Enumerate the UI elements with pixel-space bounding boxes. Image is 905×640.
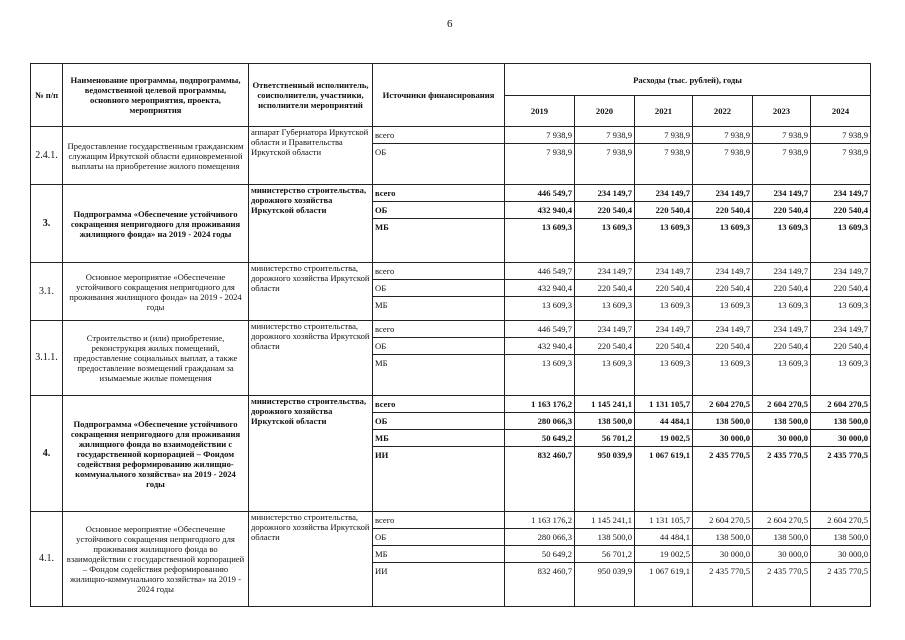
year-values — [505, 396, 575, 512]
amount-cell: 2 604 270,5 — [709, 515, 750, 525]
amount-cell: 220 540,4 — [753, 279, 810, 296]
row-sources — [373, 185, 505, 263]
page-number: 6 — [447, 18, 453, 30]
row-number: 3.1.1. — [31, 321, 63, 396]
amount-cell: 13 609,3 — [753, 354, 810, 371]
header-year: 2022 — [693, 96, 753, 127]
amount-cell: 13 609,3 — [693, 354, 752, 371]
row-number: 4. — [31, 396, 63, 512]
year-values — [575, 263, 635, 321]
year-values — [505, 263, 575, 321]
amount-cell: 220 540,4 — [811, 201, 870, 218]
year-values — [635, 263, 693, 321]
source-label: МБ — [373, 354, 504, 371]
amount-cell: 446 549,7 — [537, 266, 572, 276]
amount-cell: 220 540,4 — [753, 337, 810, 354]
financing-table — [30, 63, 871, 607]
row-name: Основное мероприятие «Обеспечение устойчивого сокращения непригодного для проживания жилищного фонда» на 2019 - 2024 годы — [63, 263, 249, 321]
amount-cell: 446 549,7 — [537, 324, 572, 334]
amount-cell: 832 460,7 — [505, 446, 574, 463]
year-values — [811, 263, 871, 321]
amount-cell: 13 609,3 — [753, 296, 810, 313]
amount-cell: 220 540,4 — [575, 337, 634, 354]
year-values — [575, 321, 635, 396]
row-sources — [373, 512, 505, 607]
amount-cell: 2 435 770,5 — [811, 446, 870, 463]
source-label: всего — [375, 515, 395, 525]
row-responsible: министерство строительства, дорожного хозяйства Иркутской области — [249, 185, 373, 263]
amount-cell: 2 604 270,5 — [767, 399, 808, 409]
amount-cell: 220 540,4 — [635, 279, 692, 296]
amount-cell: 30 000,0 — [693, 429, 752, 446]
header-year: 2020 — [575, 96, 635, 127]
amount-cell: 30 000,0 — [753, 545, 810, 562]
year-values — [811, 185, 871, 263]
table-row — [31, 127, 871, 185]
amount-cell: 7 938,9 — [546, 130, 572, 140]
year-values — [505, 512, 575, 607]
amount-cell: 30 000,0 — [693, 545, 752, 562]
amount-cell: 950 039,9 — [575, 562, 634, 579]
year-values — [575, 127, 635, 185]
amount-cell: 7 938,9 — [811, 143, 870, 160]
amount-cell: 13 609,3 — [505, 296, 574, 313]
amount-cell: 7 938,9 — [505, 143, 574, 160]
row-name: Основное мероприятие «Обеспечение устойчивого сокращения непригодного для проживания жилищного фонда во взаимодействии с государственной корпорацией – Фондом содействия реформированию жилищно-коммунального хозяйства» на 2019 - 2024 годы — [63, 512, 249, 607]
source-label: ОБ — [373, 279, 504, 296]
table-row — [31, 512, 871, 607]
year-values — [753, 321, 811, 396]
row-name: Строительство и (или) приобретение, реконструкция жилых помещений, предоставление социальных выплат, а также предоставление возмещений гражданам за изымаемые жилые помещения — [63, 321, 249, 396]
source-label: ОБ — [373, 143, 504, 160]
header-num: № п/п — [31, 64, 63, 127]
amount-cell: 1 067 619,1 — [635, 562, 692, 579]
amount-cell: 446 549,7 — [537, 188, 572, 198]
amount-cell: 280 066,3 — [505, 412, 574, 429]
row-number: 3.1. — [31, 263, 63, 321]
year-values — [575, 185, 635, 263]
amount-cell: 7 938,9 — [575, 143, 634, 160]
row-name: Подпрограмма «Обеспечение устойчивого сокращения непригодного для проживания жилищного фонда» на 2019 - 2024 годы — [63, 185, 249, 263]
row-number: 2.4.1. — [31, 127, 63, 185]
amount-cell: 234 149,7 — [833, 266, 869, 276]
amount-cell: 234 149,7 — [597, 188, 632, 198]
source-label: ОБ — [373, 337, 504, 354]
row-responsible: министерство строительства, дорожного хозяйства Иркутской области — [249, 396, 373, 512]
row-sources — [373, 127, 505, 185]
amount-cell: 2 604 270,5 — [827, 515, 869, 525]
amount-cell: 234 149,7 — [655, 188, 690, 198]
amount-cell: 7 938,9 — [664, 130, 690, 140]
amount-cell: 138 500,0 — [693, 412, 752, 429]
amount-cell: 220 540,4 — [811, 337, 870, 354]
year-values — [693, 396, 753, 512]
amount-cell: 1 163 176,2 — [531, 399, 572, 409]
year-values — [753, 512, 811, 607]
amount-cell: 19 002,5 — [635, 545, 692, 562]
amount-cell: 234 149,7 — [655, 266, 690, 276]
amount-cell: 234 149,7 — [597, 324, 632, 334]
row-responsible: министерство строительства, дорожного хозяйства Иркутской области — [249, 263, 373, 321]
amount-cell: 13 609,3 — [811, 354, 870, 371]
amount-cell: 13 609,3 — [635, 218, 692, 235]
amount-cell: 2 435 770,5 — [753, 562, 810, 579]
amount-cell: 7 938,9 — [782, 130, 808, 140]
year-values — [753, 185, 811, 263]
row-name: Предоставление государственным гражданским служащим Иркутской области единовременной выплаты на приобретение жилого помещения — [63, 127, 249, 185]
year-values — [635, 396, 693, 512]
amount-cell: 13 609,3 — [575, 218, 634, 235]
source-label: всего — [375, 399, 396, 409]
amount-cell: 138 500,0 — [575, 528, 634, 545]
amount-cell: 220 540,4 — [635, 201, 692, 218]
year-values — [693, 321, 753, 396]
amount-cell: 234 149,7 — [773, 266, 808, 276]
year-values — [505, 321, 575, 396]
amount-cell: 234 149,7 — [773, 188, 808, 198]
amount-cell: 234 149,7 — [655, 324, 690, 334]
source-label: всего — [375, 188, 396, 198]
header-responsible: Ответственный исполнитель, соисполнители, участники, исполнители мероприятий — [249, 64, 373, 127]
year-values — [753, 396, 811, 512]
source-label: ИИ — [373, 562, 504, 579]
amount-cell: 50 649,2 — [505, 429, 574, 446]
year-values — [693, 127, 753, 185]
amount-cell: 7 938,9 — [724, 130, 750, 140]
year-values — [575, 396, 635, 512]
header-year: 2021 — [635, 96, 693, 127]
source-label: МБ — [373, 218, 504, 235]
year-values — [811, 321, 871, 396]
amount-cell: 44 484,1 — [635, 412, 692, 429]
source-label: всего — [375, 324, 395, 334]
amount-cell: 13 609,3 — [575, 296, 634, 313]
year-values — [635, 512, 693, 607]
amount-cell: 138 500,0 — [693, 528, 752, 545]
amount-cell: 13 609,3 — [575, 354, 634, 371]
row-responsible: аппарат Губернатора Иркутской области и Правительства Иркутской области — [249, 127, 373, 185]
table-row — [31, 185, 871, 263]
row-sources — [373, 263, 505, 321]
amount-cell: 30 000,0 — [811, 429, 870, 446]
source-label: всего — [375, 266, 395, 276]
year-values — [505, 127, 575, 185]
amount-cell: 950 039,9 — [575, 446, 634, 463]
amount-cell: 56 701,2 — [575, 545, 634, 562]
source-label: ОБ — [373, 412, 504, 429]
amount-cell: 138 500,0 — [811, 412, 870, 429]
year-values — [693, 512, 753, 607]
row-responsible: министерство строительства, дорожного хозяйства Иркутской области — [249, 321, 373, 396]
amount-cell: 138 500,0 — [575, 412, 634, 429]
amount-cell: 234 149,7 — [597, 266, 632, 276]
amount-cell: 2 435 770,5 — [693, 562, 752, 579]
amount-cell: 13 609,3 — [811, 296, 870, 313]
amount-cell: 432 940,4 — [505, 201, 574, 218]
amount-cell: 234 149,7 — [773, 324, 808, 334]
source-label: ОБ — [373, 201, 504, 218]
amount-cell: 832 460,7 — [505, 562, 574, 579]
amount-cell: 13 609,3 — [693, 296, 752, 313]
header-year: 2024 — [811, 96, 871, 127]
amount-cell: 220 540,4 — [575, 201, 634, 218]
amount-cell: 13 609,3 — [505, 218, 574, 235]
amount-cell: 2 604 270,5 — [709, 399, 750, 409]
amount-cell: 432 940,4 — [505, 279, 574, 296]
amount-cell: 13 609,3 — [753, 218, 810, 235]
source-label: всего — [375, 130, 395, 140]
amount-cell: 7 938,9 — [753, 143, 810, 160]
amount-cell: 220 540,4 — [811, 279, 870, 296]
amount-cell: 7 938,9 — [693, 143, 752, 160]
amount-cell: 234 149,7 — [715, 266, 750, 276]
amount-cell: 432 940,4 — [505, 337, 574, 354]
amount-cell: 44 484,1 — [635, 528, 692, 545]
year-values — [811, 127, 871, 185]
amount-cell: 2 604 270,5 — [767, 515, 808, 525]
table-header — [31, 64, 871, 127]
year-values — [635, 127, 693, 185]
amount-cell: 234 149,7 — [833, 188, 869, 198]
amount-cell: 280 066,3 — [505, 528, 574, 545]
amount-cell: 1 131 105,7 — [649, 399, 690, 409]
year-values — [811, 396, 871, 512]
amount-cell: 13 609,3 — [635, 296, 692, 313]
amount-cell: 13 609,3 — [811, 218, 870, 235]
source-label: ИИ — [373, 446, 504, 463]
header-name: Наименование программы, подпрограммы, ведомственной целевой программы, основного мероприятия, проекта, мероприятия — [63, 64, 249, 127]
year-values — [693, 185, 753, 263]
source-label: МБ — [373, 429, 504, 446]
row-sources — [373, 396, 505, 512]
row-number: 3. — [31, 185, 63, 263]
year-values — [635, 185, 693, 263]
amount-cell: 1 163 176,2 — [531, 515, 572, 525]
amount-cell: 2 435 770,5 — [811, 562, 870, 579]
amount-cell: 220 540,4 — [575, 279, 634, 296]
amount-cell: 13 609,3 — [635, 354, 692, 371]
row-name: Подпрограмма «Обеспечение устойчивого сокращения непригодного для проживания жилищного фонда во взаимодействии с государственной корпорацией – Фондом содействия реформированию жилищно-коммунального хозяйства» на 2019 - 2024 годы — [63, 396, 249, 512]
table-row — [31, 321, 871, 396]
source-label: МБ — [373, 296, 504, 313]
amount-cell: 2 604 270,5 — [827, 399, 869, 409]
amount-cell: 7 938,9 — [635, 143, 692, 160]
amount-cell: 56 701,2 — [575, 429, 634, 446]
table-row — [31, 396, 871, 512]
amount-cell: 220 540,4 — [693, 337, 752, 354]
row-sources — [373, 321, 505, 396]
year-values — [635, 321, 693, 396]
row-number: 4.1. — [31, 512, 63, 607]
amount-cell: 138 500,0 — [753, 528, 810, 545]
header-expenses: Расходы (тыс. рублей), годы — [505, 64, 871, 96]
amount-cell: 30 000,0 — [811, 545, 870, 562]
amount-cell: 138 500,0 — [811, 528, 870, 545]
amount-cell: 13 609,3 — [505, 354, 574, 371]
year-values — [505, 185, 575, 263]
amount-cell: 220 540,4 — [693, 201, 752, 218]
year-values — [693, 263, 753, 321]
year-values — [753, 263, 811, 321]
amount-cell: 220 540,4 — [635, 337, 692, 354]
amount-cell: 220 540,4 — [753, 201, 810, 218]
table-row — [31, 263, 871, 321]
amount-cell: 234 149,7 — [715, 188, 750, 198]
table-body — [31, 127, 871, 607]
amount-cell: 30 000,0 — [753, 429, 810, 446]
amount-cell: 2 435 770,5 — [753, 446, 810, 463]
amount-cell: 234 149,7 — [715, 324, 750, 334]
row-responsible: министерство строительства, дорожного хозяйства Иркутской области — [249, 512, 373, 607]
amount-cell: 1 145 241,1 — [591, 515, 632, 525]
amount-cell: 7 938,9 — [606, 130, 632, 140]
amount-cell: 138 500,0 — [753, 412, 810, 429]
year-values — [575, 512, 635, 607]
year-values — [753, 127, 811, 185]
header-year: 2023 — [753, 96, 811, 127]
amount-cell: 234 149,7 — [833, 324, 869, 334]
source-label: ОБ — [373, 528, 504, 545]
amount-cell: 1 131 105,7 — [649, 515, 690, 525]
amount-cell: 7 938,9 — [842, 130, 869, 140]
header-year: 2019 — [505, 96, 575, 127]
year-values — [811, 512, 871, 607]
amount-cell: 220 540,4 — [693, 279, 752, 296]
amount-cell: 13 609,3 — [693, 218, 752, 235]
amount-cell: 50 649,2 — [505, 545, 574, 562]
amount-cell: 1 067 619,1 — [635, 446, 692, 463]
amount-cell: 19 002,5 — [635, 429, 692, 446]
amount-cell: 2 435 770,5 — [693, 446, 752, 463]
header-source: Источники финансирования — [373, 64, 505, 127]
source-label: МБ — [373, 545, 504, 562]
amount-cell: 1 145 241,1 — [591, 399, 632, 409]
